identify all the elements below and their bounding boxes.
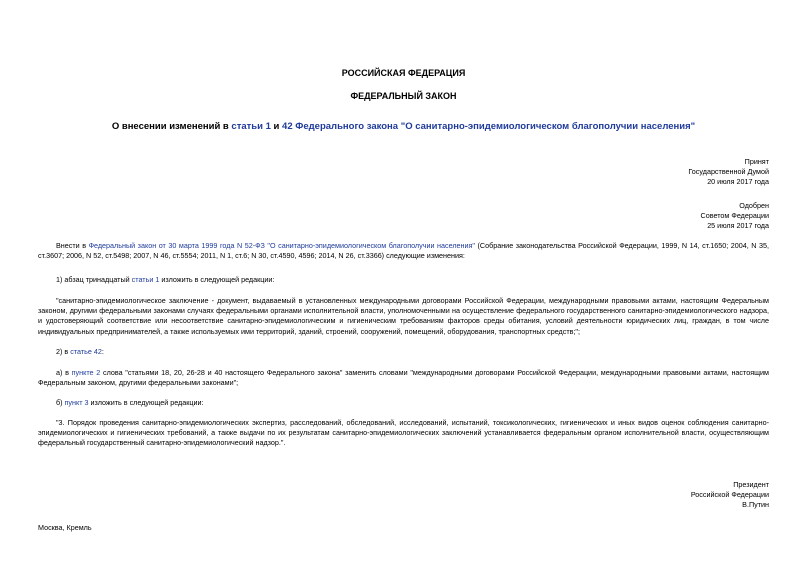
law-title-and: и (270, 121, 283, 132)
signature-line-1: Президент (733, 480, 769, 489)
item-2b-quote: "3. Порядок проведения санитарно-эпидемиологических экспертиз, расследований, обследований, исследований, испытаний, токсикологических, гигиенических и иных видов оценок соблюдения санитарно-эпидемиологических и гигиенических требований, а также выдачи по их результатам санитарно-эпидемиологических заключений устанавливается федеральным органом исполнительной власти, осуществляющим федеральный государственный санитарно-эпидемиологический надзор.". (38, 418, 769, 448)
country-heading: РОССИЙСКАЯ ФЕДЕРАЦИЯ (341, 68, 466, 78)
link-article-1[interactable]: статьи 1 (131, 275, 160, 284)
item-2b-rest: изложить в следующей редакции: (88, 398, 204, 407)
intro-prefix: Внести в (56, 241, 89, 250)
title-link-article-1[interactable]: статьи 1 (231, 121, 271, 132)
item-2-paragraph (56, 347, 769, 357)
intro-rest: (Собрание законодательства Российской Федерации, 1999, N 14, ст.1650; 2004, N 35, ст.3607; 2006, N 52, ст.5498; 2007, N 46, ст.5554; 2011, N 1, ст.6; N 30, ст.4590, 4596; 2014, N 26, ст.3366) следующие изменения: (38, 241, 770, 261)
item-1-prefix: 1) абзац тринадцатый (56, 275, 132, 284)
law-type-heading: ФЕДЕРАЛЬНЫЙ ЗАКОН (350, 91, 457, 101)
approved-line-1: Одобрен (739, 201, 769, 210)
accepted-line-2: Государственной Думой (688, 167, 769, 177)
item-1-rest: изложить в следующей редакции: (159, 275, 275, 284)
item-2-prefix: 2) в (56, 347, 71, 356)
signing-place: Москва, Кремль (38, 523, 92, 532)
item-1-paragraph (56, 275, 769, 285)
approved-line-2: Советом Федерации (700, 211, 769, 221)
signature-block (691, 480, 769, 511)
law-title-prefix: О внесении изменений в (111, 121, 232, 132)
signature-line-2: Российской Федерации (690, 490, 769, 500)
link-federal-law-52[interactable]: Федеральный закон от 30 марта 1999 года N 52-ФЗ "О санитарно-эпидемиологическом благополучии населения" (88, 241, 475, 250)
approved-block (701, 201, 769, 232)
accepted-line-3: 20 июля 2017 года (707, 177, 769, 187)
link-article-42[interactable]: статье 42 (70, 347, 102, 356)
title-link-article-42[interactable]: 42 Федерального закона "О санитарно-эпидемиологическом благополучии населения" (282, 121, 696, 132)
item-1-quote: "санитарно-эпидемиологическое заключение - документ, выдаваемый в установленных международными договорами Российской Федерации, международными правовыми актами, настоящим Федеральным законом, другими федеральными законами случаях федеральными органами исполнительной власти, уполномоченными на осуществление федерального государственного санитарно-эпидемиологического надзора, и удостоверяющий соответствие или несоответствие санитарно-эпидемиологическим и гигиеническим требованиям факторов среды обитания, условий деятельности юридических лиц, граждан, в том числе индивидуальных предпринимателей, а также используемых ими территорий, зданий, строений, сооружений, помещений, оборудования, транспортных средств;"; (38, 296, 769, 336)
law-title (0, 121, 807, 132)
item-2b-prefix: б) (56, 398, 65, 407)
link-clause-2[interactable]: пункте 2 (71, 368, 101, 377)
link-clause-3[interactable]: пункт 3 (64, 398, 89, 407)
item-2b-paragraph (56, 398, 769, 408)
accepted-block (688, 157, 769, 188)
intro-paragraph (38, 241, 769, 261)
item-2a-rest: слова "статьями 18, 20, 26-28 и 40 настоящего Федерального закона" заменить словами "международными договорами Российской Федерации, международными правовыми актами, настоящим Федеральным законом, другими федеральными законами"; (38, 368, 769, 388)
item-2a-prefix: а) в (56, 368, 72, 377)
item-2-rest: : (101, 347, 104, 356)
approved-line-3: 25 июля 2017 года (707, 221, 769, 231)
item-2a-paragraph (38, 368, 769, 388)
signature-line-3: В.Путин (742, 500, 769, 510)
accepted-line-1: Принят (744, 157, 769, 166)
